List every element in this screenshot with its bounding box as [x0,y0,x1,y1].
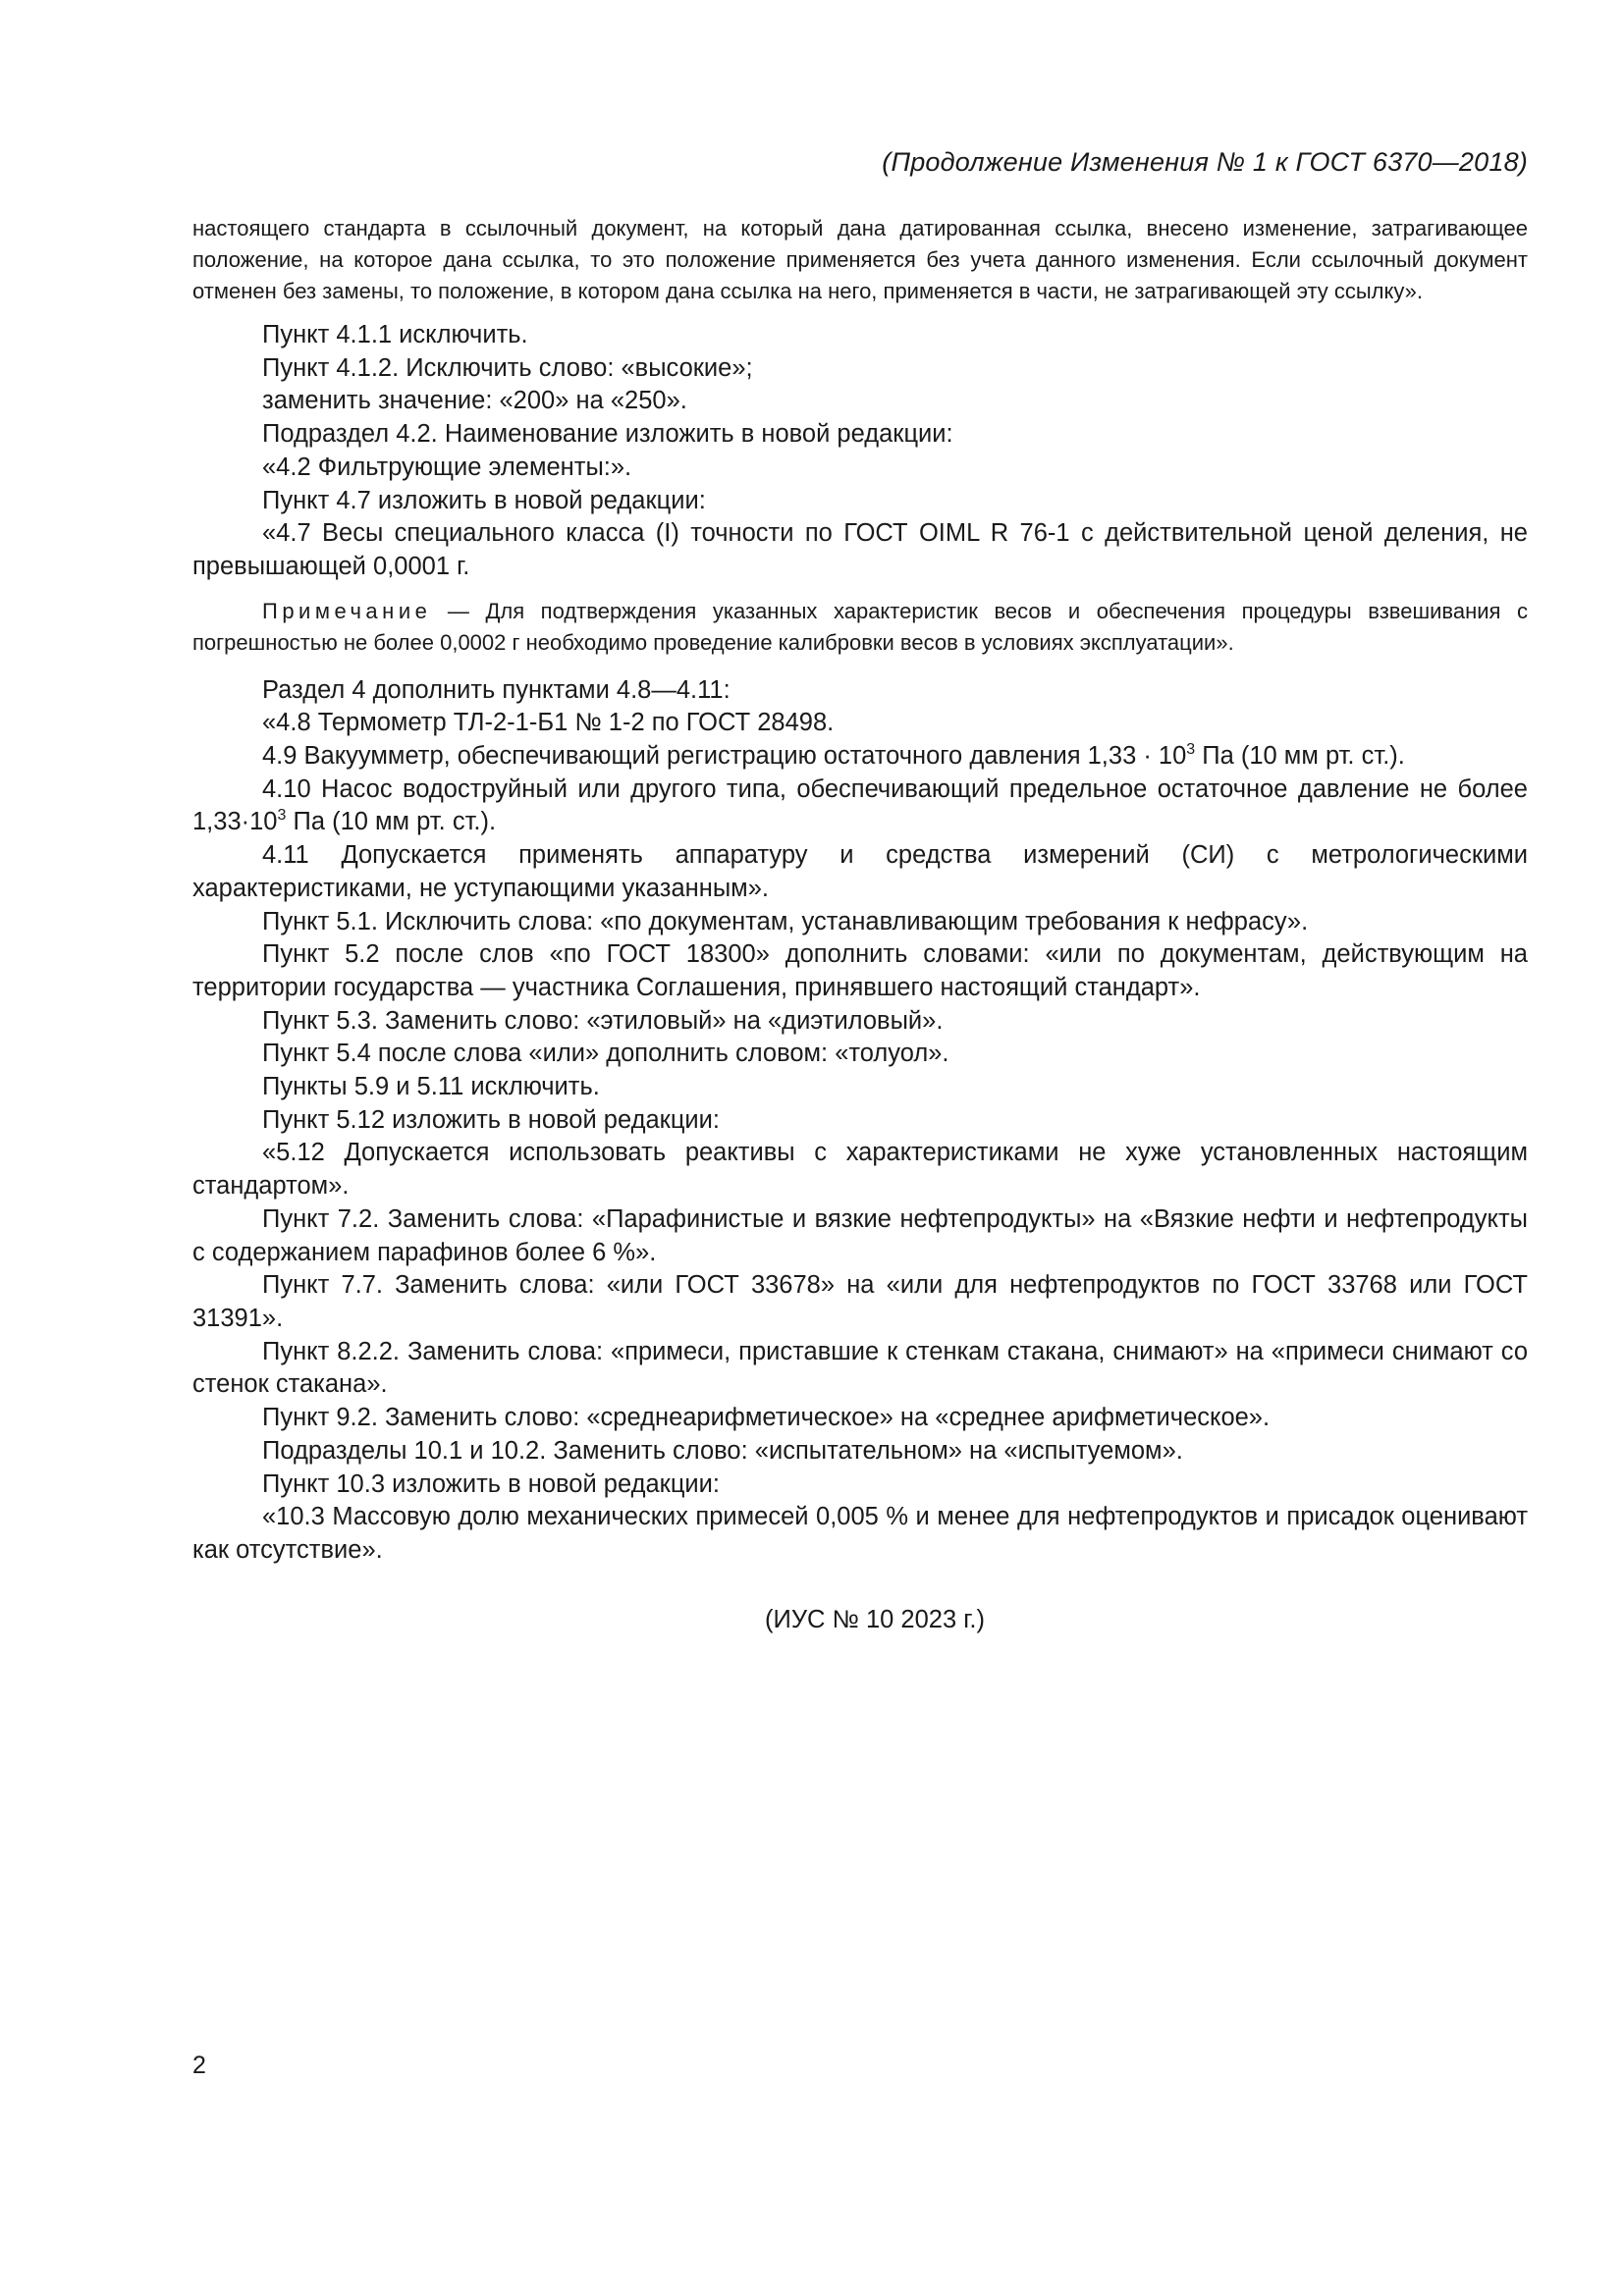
amendment-item: Пункт 5.1. Исключить слова: «по документам, устанавливающим требования к нефрасу». [262,907,1309,935]
amendment-item: Подразделы 10.1 и 10.2. Заменить слово: «испытательном» на «испытуемом». [262,1436,1183,1465]
item-4-11: 4.11 Допускается применять аппаратуру и средства измерений (СИ) с метрологическими характеристиками, не уступающими указанным». [192,841,1528,902]
amendment-item: «5.12 Допускается использовать реактивы с характеристиками не хуже установленных настоящим стандартом». [192,1139,1528,1201]
amendment-item: Пункт 5.12 изложить в новой редакции: [262,1105,721,1134]
amendment-item: Пункты 5.9 и 5.11 исключить. [262,1073,600,1101]
item-4-10: 4.10 Насос водоструйный или другого типа, обеспечивающий предельное остаточное давление не более $1,33\cdot 10^3$ Па (10 мм рт. ст.). [192,774,1528,836]
page-number: 2 [192,2052,206,2079]
amendment-item: Пункт 5.2 после слов «по ГОСТ 18300» дополнить словами: «или по документам, действующим на территории государства — участника Соглашения, принявшего настоящий стандарт». [192,940,1528,1001]
amendment-item: Пункт 7.2. Заменить слова: «Парафинистые и вязкие нефтепродукты» на «Вязкие нефти и нефтепродукты с содержанием парафинов более 6 %». [192,1204,1528,1266]
amendment-item: Пункт 9.2. Заменить слово: «среднеарифметическое» на «среднее арифметическое». [262,1404,1271,1432]
note-text: — Для подтверждения указанных характеристик весов и обеспечения процедуры взвешивания с погрешностью не более 0,0002 г необходимо проведение калибровки весов в условиях эксплуатации». [192,598,1528,655]
section-4-add: Раздел 4 дополнить пунктами 4.8—4.11: [262,675,731,704]
item-4-8: «4.8 Термометр ТЛ-2-1-Б1 № 1-2 по ГОСТ 28498. [262,709,835,737]
amendment-item: Пункт 5.3. Заменить слово: «этиловый» на «диэтиловый». [262,1006,944,1035]
continuation-paragraph: настоящего стандарта в ссылочный документ, на который дана датированная ссылка, внесено изменение, затрагивающее положение, на которое дана ссылка, то это положение применяется без учета данного изменения. Если ссылочный документ отменен без замены, то положение, в котором дана ссылка на него, применяется в части, не затрагивающей эту ссылку». [192,216,1528,303]
item-4-1-2: Пункт 4.1.2. Исключить слово: «высокие»; [262,353,753,382]
amendment-item: Пункт 8.2.2. Заменить слова: «примеси, приставшие к стенкам стакана, снимают» на «примеси снимают со стенок стакана». [192,1337,1528,1399]
note-label: Примечание [262,598,432,623]
amendment-items [192,906,1528,1568]
amendment-item: Пункт 10.3 изложить в новой редакции: [262,1469,721,1498]
amendment-item: Пункт 5.4 после слова «или» дополнить словом: «толуол». [262,1040,949,1068]
note-paragraph [192,596,1528,659]
item-4-1-2-value: заменить значение: «200» на «250». [262,387,687,415]
item-4-7: Пункт 4.7 изложить в новой редакции: [262,486,706,514]
document-body [192,213,1528,1634]
item-4-9: 4.9 Вакуумметр, обеспечивающий регистрацию остаточного давления $1,33 \cdot 10^3$ Па (10 мм рт. ст.). [262,741,1405,771]
item-4-7-text: «4.7 Весы специального класса (I) точности по ГОСТ OIML R 76-1 с действительной ценой деления, не превышающей 0,0001 г. [192,519,1528,580]
item-4-2: Подраздел 4.2. Наименование изложить в новой редакции: [262,420,953,449]
amendment-item: «10.3 Массовую долю механических примесей 0,005 % и менее для нефтепродуктов и присадок оценивают как отсутствие». [192,1503,1528,1564]
item-4-2-title: «4.2 Фильтрующие элементы:». [262,453,632,481]
amendment-item: Пункт 7.7. Заменить слова: «или ГОСТ 33678» на «или для нефтепродуктов по ГОСТ 33768 или ГОСТ 31391». [192,1271,1528,1332]
item-4-1-1: Пункт 4.1.1 исключить. [262,321,528,348]
running-header: (Продолжение Изменения № 1 к ГОСТ 6370—2018) [882,147,1528,177]
ius-reference: (ИУС № 10 2023 г.) [765,1605,985,1633]
